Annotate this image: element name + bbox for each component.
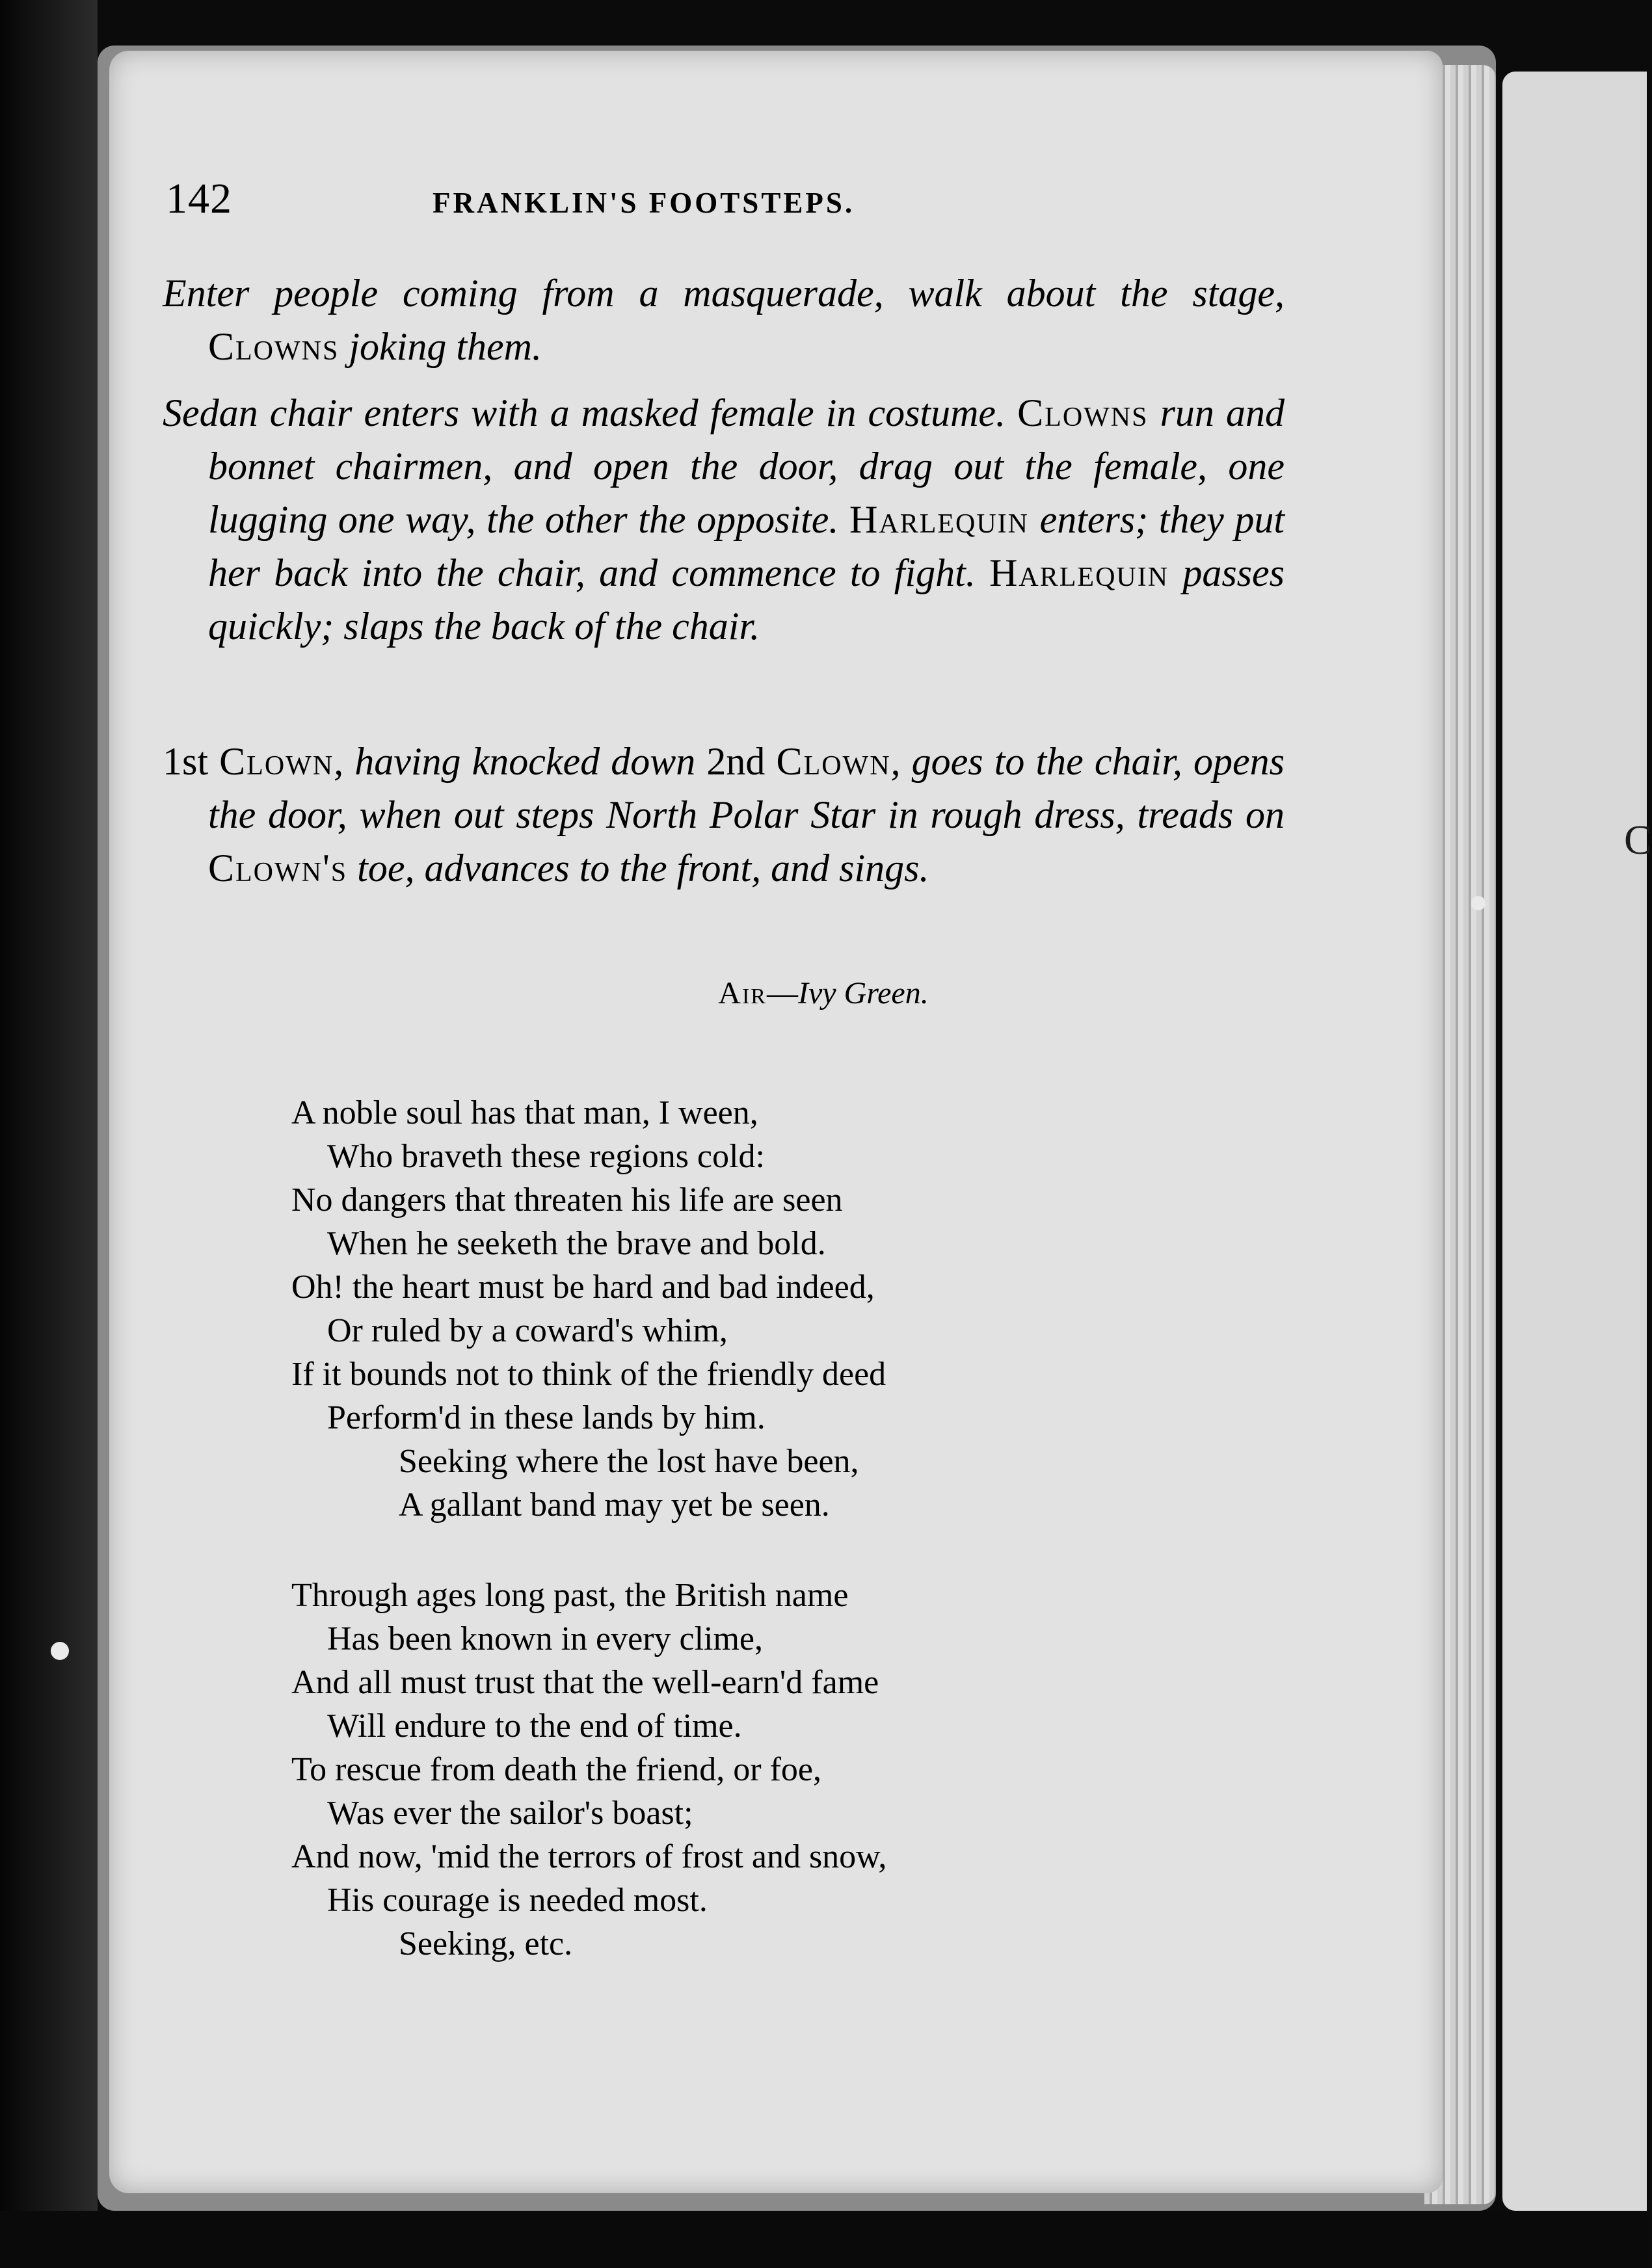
verse-line: No dangers that threaten his life are seen xyxy=(291,1181,843,1219)
verse-line: A noble soul has that man, I ween, xyxy=(291,1094,758,1131)
character-name: Harlequin xyxy=(989,551,1169,594)
stage-direction-paragraph xyxy=(163,735,1285,895)
verse-line: Who braveth these regions cold: xyxy=(327,1138,765,1175)
verse-line: Seeking, etc. xyxy=(399,1925,573,1962)
verse-line: If it bounds not to think of the friendly deed xyxy=(291,1356,886,1393)
text-run: 1st xyxy=(163,740,220,783)
character-name: Clown's xyxy=(208,847,348,890)
verse-line: Through ages long past, the British name xyxy=(291,1577,849,1614)
verse-line: Or ruled by a coward's whim, xyxy=(327,1312,728,1349)
stage-direction-1 xyxy=(163,267,1285,373)
verse-line: Perform'd in these lands by him. xyxy=(327,1399,766,1436)
dust-speck xyxy=(1471,896,1485,910)
verse-line: Seeking where the lost have been, xyxy=(399,1443,859,1480)
stage-direction-paragraph xyxy=(163,386,1285,653)
verse-line: His courage is needed most. xyxy=(327,1882,708,1919)
song-title xyxy=(0,975,1647,1011)
running-head: FRANKLIN'S FOOTSTEPS. xyxy=(433,187,855,219)
tune-name: Ivy Green. xyxy=(797,976,929,1010)
book-spine-shadow xyxy=(0,0,98,2268)
verse-line: When he seeketh the brave and bold. xyxy=(327,1225,826,1262)
text-run: , having knocked down xyxy=(334,740,707,783)
character-name: Clowns xyxy=(208,325,340,368)
text-run: run and bonnet chairmen, and open the door, drag out the female, one lugging one way, the other the opposite. xyxy=(208,391,1285,541)
character-name: Harlequin xyxy=(849,498,1029,541)
facing-page xyxy=(1502,72,1647,2211)
stage-direction-2 xyxy=(163,386,1285,653)
text-run: enters; they put her back into the chair, and commence to fight. xyxy=(208,498,1285,594)
text-run: toe, advances to the front, and sings. xyxy=(347,847,929,890)
character-name: Clowns xyxy=(1017,391,1149,434)
dust-speck xyxy=(51,1642,69,1660)
verse-line: And all must trust that the well-earn'd fame xyxy=(291,1664,879,1701)
verse-line: Was ever the sailor's boast; xyxy=(327,1795,693,1832)
air-label: Air xyxy=(718,976,767,1010)
verse-line: Oh! the heart must be hard and bad indeed, xyxy=(291,1269,875,1306)
text-run: Enter people coming from a masquerade, walk about the stage, xyxy=(163,272,1285,315)
character-name: Clown xyxy=(219,740,334,783)
verse-line: A gallant band may yet be seen. xyxy=(399,1486,830,1523)
text-run: joking them. xyxy=(339,325,542,368)
stage-direction-3 xyxy=(163,735,1285,895)
verse-line: Has been known in every clime, xyxy=(327,1620,764,1657)
text-run: Sedan chair enters with a masked female in costume. xyxy=(163,391,1018,434)
title-dash: — xyxy=(766,976,798,1010)
verse-2 xyxy=(291,1574,886,1966)
text-run: 2nd xyxy=(706,740,777,783)
scan-bottom-shadow xyxy=(0,2211,1647,2268)
verse-line: And now, 'mid the terrors of frost and snow, xyxy=(291,1838,887,1875)
page-number: 142 xyxy=(166,175,232,222)
verse-line: To rescue from death the friend, or foe, xyxy=(291,1751,822,1788)
verse-line: Will endure to the end of time. xyxy=(327,1708,742,1745)
stage-direction-paragraph xyxy=(163,267,1285,373)
facing-page-letter: C xyxy=(1624,817,1652,863)
text-run: , goes to the chair, opens the door, when out steps North Polar Star in rough dress, treads on xyxy=(208,740,1285,836)
verse-1 xyxy=(291,1091,886,1527)
text-run: passes quickly; slaps the back of the chair. xyxy=(208,551,1285,648)
character-name: Clown xyxy=(776,740,891,783)
page-header xyxy=(0,174,1647,226)
